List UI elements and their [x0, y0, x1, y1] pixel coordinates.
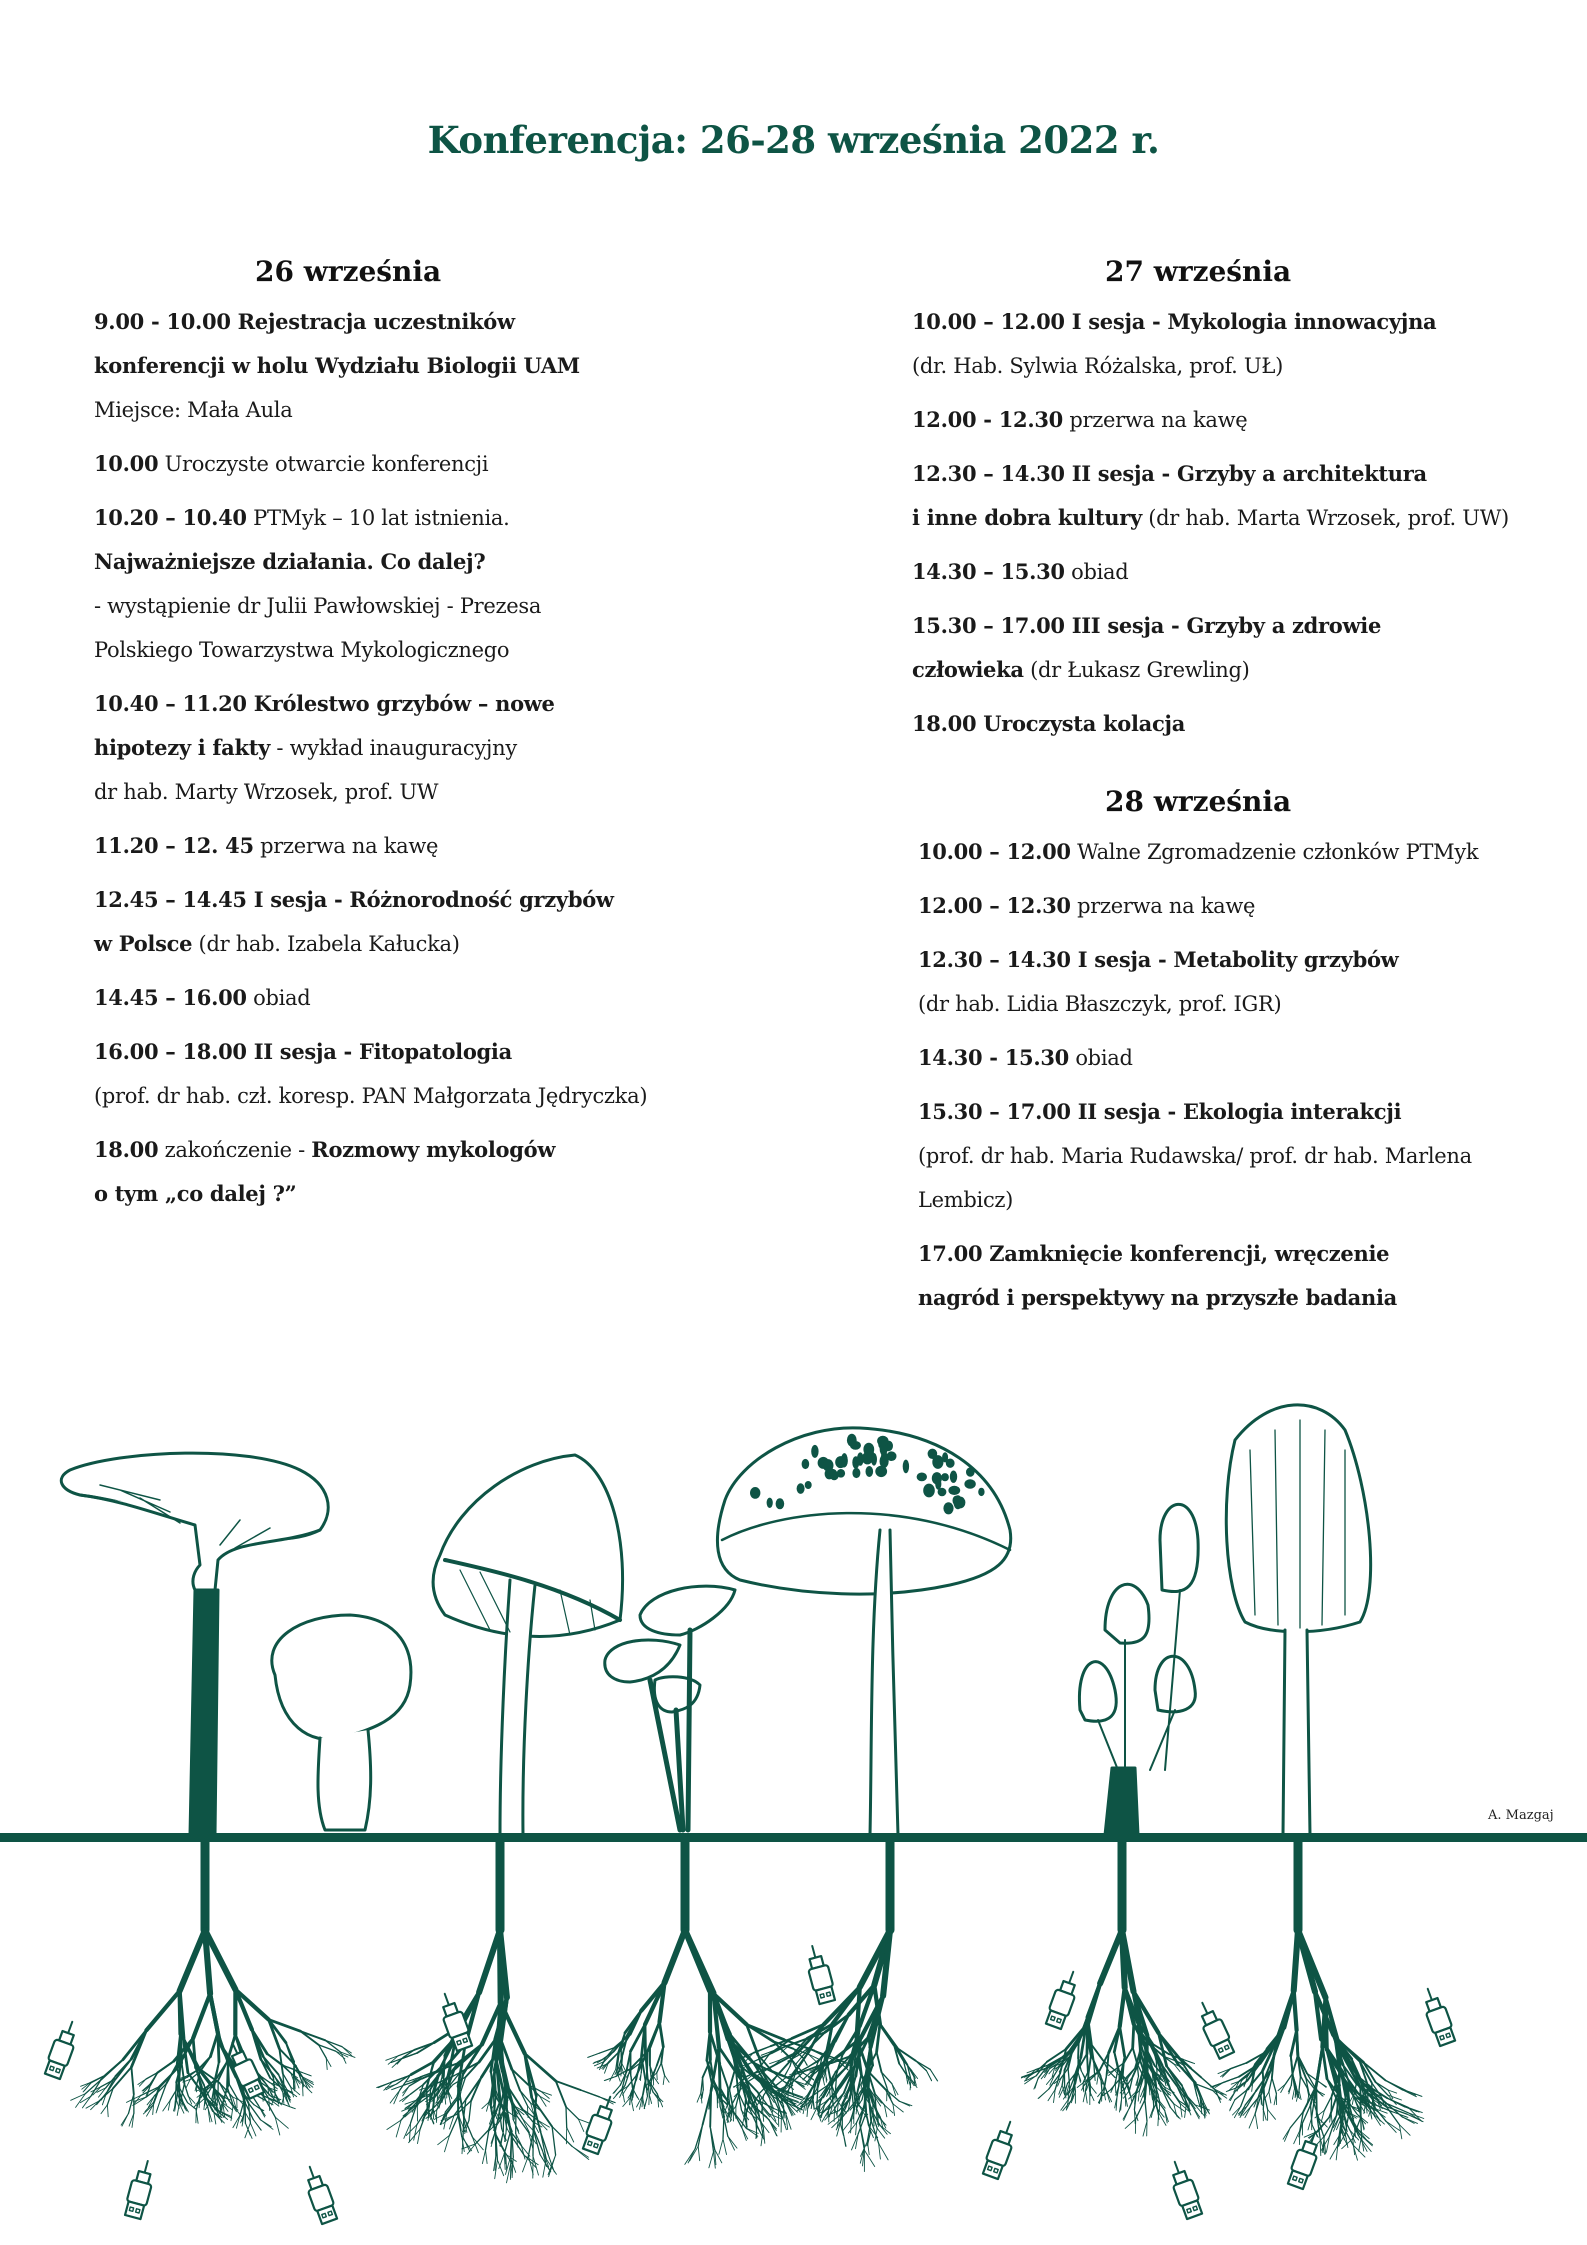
schedule-entry — [94, 878, 794, 966]
usb-plug-icon — [435, 1990, 474, 2051]
page-title: Konferencja: 26-28 września 2022 r. — [427, 118, 1160, 162]
entry-line — [94, 726, 794, 770]
entry-line — [94, 496, 794, 540]
usb-plug-icon — [43, 2018, 82, 2079]
entry-text: Walne Zgromadzenie członków PTMyk — [1070, 840, 1479, 864]
schedule-entry — [94, 1030, 794, 1118]
usb-plug-icon — [123, 2158, 157, 2219]
entry-line — [918, 1090, 1587, 1134]
entry-line — [918, 1036, 1587, 1080]
entry-line — [94, 344, 794, 388]
entry-line — [918, 982, 1587, 1026]
schedule-entry — [912, 550, 1587, 594]
entry-text-bold: hipotezy i fakty — [94, 735, 271, 760]
schedule-entry — [94, 682, 794, 814]
entry-text: - wystąpienie dr Julii Pawłowskiej - Prezesa — [94, 594, 542, 618]
entry-text: przerwa na kawę — [253, 834, 439, 858]
entry-text-bold: Rozmowy mykologów — [311, 1137, 556, 1162]
entry-line — [94, 1074, 794, 1118]
entry-text-bold: i inne dobra kultury — [912, 505, 1142, 530]
entry-text: dr hab. Marty Wrzosek, prof. UW — [94, 780, 439, 804]
entry-line — [912, 550, 1587, 594]
entry-line — [94, 770, 794, 814]
entry-line — [94, 976, 794, 1020]
entry-text-bold: 12.00 – 12.30 — [918, 893, 1071, 918]
entry-line — [912, 452, 1587, 496]
usb-plug-icon — [300, 2163, 339, 2224]
usb-plug-icon — [1193, 1999, 1236, 2060]
schedule-entry — [94, 1128, 794, 1216]
entry-line — [918, 1134, 1587, 1178]
root-icon — [71, 1840, 1424, 2183]
entry-text: (dr hab. Lidia Błaszczyk, prof. IGR) — [918, 992, 1282, 1016]
entry-line — [918, 1178, 1587, 1222]
usb-plug-icon — [1044, 1968, 1083, 2029]
entry-text-bold: 18.00 Uroczysta kolacja — [912, 711, 1186, 736]
entry-text: (prof. dr hab. czł. koresp. PAN Małgorzata Jędryczka) — [94, 1084, 648, 1108]
mushroom-icon — [717, 1428, 1010, 1835]
mushroom-icon — [433, 1455, 623, 1835]
mushroom-illustration — [0, 1390, 1587, 2245]
mushroom-icon — [1079, 1504, 1198, 1835]
entry-text-bold: 14.30 – 15.30 — [912, 559, 1065, 584]
entry-line — [94, 878, 794, 922]
entry-line — [918, 830, 1587, 874]
usb-plug-icon — [1165, 2158, 1204, 2219]
entry-line — [94, 1030, 794, 1074]
schedule-list — [94, 300, 794, 1216]
entry-text-bold: 16.00 – 18.00 II sesja - Fitopatologia — [94, 1039, 512, 1064]
entry-text: (dr hab. Izabela Kałucka) — [192, 932, 460, 956]
entry-text-bold: 15.30 – 17.00 II sesja - Ekologia interakcji — [918, 1099, 1402, 1124]
entry-text: obiad — [246, 986, 311, 1010]
schedule-entry — [918, 1090, 1587, 1222]
schedule-list — [912, 300, 1587, 746]
entry-line — [912, 398, 1587, 442]
entry-text-bold: 14.30 - 15.30 — [918, 1045, 1069, 1070]
entry-line — [912, 702, 1587, 746]
entry-text-bold: 10.00 – 12.00 — [918, 839, 1071, 864]
mushroom-icon — [605, 1586, 735, 1830]
entry-line — [912, 496, 1587, 540]
entry-text-bold: 12.30 – 14.30 I sesja - Metabolity grzybów — [918, 947, 1399, 972]
entry-line — [918, 1232, 1587, 1276]
entry-text: Lembicz) — [918, 1188, 1014, 1212]
schedule-entry — [918, 1036, 1587, 1080]
entry-text-bold: 18.00 — [94, 1137, 159, 1162]
schedule-entry — [94, 496, 794, 672]
entry-text-bold: 10.00 — [94, 451, 159, 476]
entry-text: przerwa na kawę — [1070, 894, 1256, 918]
entry-text-bold: o tym „co dalej ?” — [94, 1181, 297, 1206]
schedule-entry — [918, 1232, 1587, 1320]
entry-text: (prof. dr hab. Maria Rudawska/ prof. dr hab. Marlena — [918, 1144, 1472, 1168]
entry-text: (dr hab. Marta Wrzosek, prof. UW) — [1141, 506, 1509, 530]
entry-line — [912, 300, 1587, 344]
entry-text-bold: 12.45 – 14.45 I sesja - Różnorodność grzybów — [94, 887, 614, 912]
schedule-entry — [94, 824, 794, 868]
entry-text-bold: 14.45 – 16.00 — [94, 985, 247, 1010]
entry-text-bold: w Polsce — [94, 931, 193, 956]
entry-line — [912, 648, 1587, 692]
entry-text: obiad — [1068, 1046, 1133, 1070]
schedule-entry — [918, 830, 1587, 874]
entry-line — [94, 628, 794, 672]
schedule-entry — [918, 938, 1587, 1026]
day-heading: 27 września — [1105, 255, 1292, 288]
entry-line — [94, 1172, 794, 1216]
entry-line — [94, 300, 794, 344]
schedule-entry — [912, 452, 1587, 540]
schedule-entry — [94, 300, 794, 432]
entry-text: (dr. Hab. Sylwia Różalska, prof. UŁ) — [912, 354, 1283, 378]
entry-text-bold: 12.00 - 12.30 — [912, 407, 1063, 432]
entry-text-bold: 10.00 – 12.00 I sesja - Mykologia innowacyjna — [912, 309, 1437, 334]
entry-line — [918, 1276, 1587, 1320]
entry-text-bold: 9.00 - 10.00 Rejestracja uczestników — [94, 309, 515, 334]
mushroom-icon — [1226, 1405, 1370, 1835]
day-heading: 28 września — [1105, 785, 1292, 818]
entry-text: zakończenie - — [158, 1138, 312, 1162]
entry-line — [918, 884, 1587, 928]
entry-line — [94, 584, 794, 628]
schedule-entry — [912, 398, 1587, 442]
entry-text-bold: 17.00 Zamknięcie konferencji, wręczenie — [918, 1241, 1390, 1266]
entry-text: PTMyk – 10 lat istnienia. — [246, 506, 510, 530]
entry-text-bold: nagród i perspektywy na przyszłe badania — [918, 1285, 1397, 1310]
entry-line — [912, 344, 1587, 388]
mushroom-icon — [272, 1615, 411, 1830]
entry-line — [94, 682, 794, 726]
schedule-entry — [94, 442, 794, 486]
schedule-entry — [912, 702, 1587, 746]
day-column-26 — [94, 250, 794, 1216]
usb-plug-icon — [1418, 1985, 1457, 2046]
entry-text-bold: 10.40 – 11.20 Królestwo grzybów – nowe — [94, 691, 555, 716]
entry-text-bold: konferencji w holu Wydziału Biologii UAM — [94, 353, 580, 378]
usb-plug-icon — [981, 2118, 1020, 2179]
entry-line — [94, 824, 794, 868]
usb-plug-icon — [803, 1943, 837, 2004]
artist-signature: A. Mazgaj — [1488, 1808, 1554, 1823]
entry-line — [94, 540, 794, 584]
schedule-entry — [94, 976, 794, 1020]
entry-text-bold: Najważniejsze działania. Co dalej? — [94, 549, 486, 574]
entry-text: przerwa na kawę — [1062, 408, 1248, 432]
entry-text-bold: 15.30 – 17.00 III sesja - Grzyby a zdrowie — [912, 613, 1382, 638]
entry-text-bold: 10.20 – 10.40 — [94, 505, 247, 530]
entry-text: obiad — [1064, 560, 1129, 584]
day-column-27-28 — [912, 250, 1587, 1320]
day-heading: 26 września — [255, 255, 442, 288]
entry-text-bold: człowieka — [912, 657, 1024, 682]
ground-line — [0, 1833, 1587, 1842]
usb-plug-icon — [1286, 2128, 1325, 2189]
entry-line — [94, 442, 794, 486]
entry-text-bold: 11.20 – 12. 45 — [94, 833, 254, 858]
entry-text: (dr Łukasz Grewling) — [1023, 658, 1250, 682]
schedule-entry — [918, 884, 1587, 928]
schedule-list — [912, 830, 1587, 1320]
schedule-entry — [912, 604, 1587, 692]
entry-text: - wykład inauguracyjny — [270, 736, 517, 760]
entry-line — [918, 938, 1587, 982]
entry-line — [912, 604, 1587, 648]
entry-text: Uroczyste otwarcie konferencji — [158, 452, 489, 476]
entry-line — [94, 1128, 794, 1172]
entry-text: Miejsce: Mała Aula — [94, 398, 293, 422]
entry-line — [94, 388, 794, 432]
entry-text: Polskiego Towarzystwa Mykologicznego — [94, 638, 510, 662]
entry-line — [94, 922, 794, 966]
schedule-entry — [912, 300, 1587, 388]
entry-text-bold: 12.30 – 14.30 II sesja - Grzyby a architektura — [912, 461, 1427, 486]
